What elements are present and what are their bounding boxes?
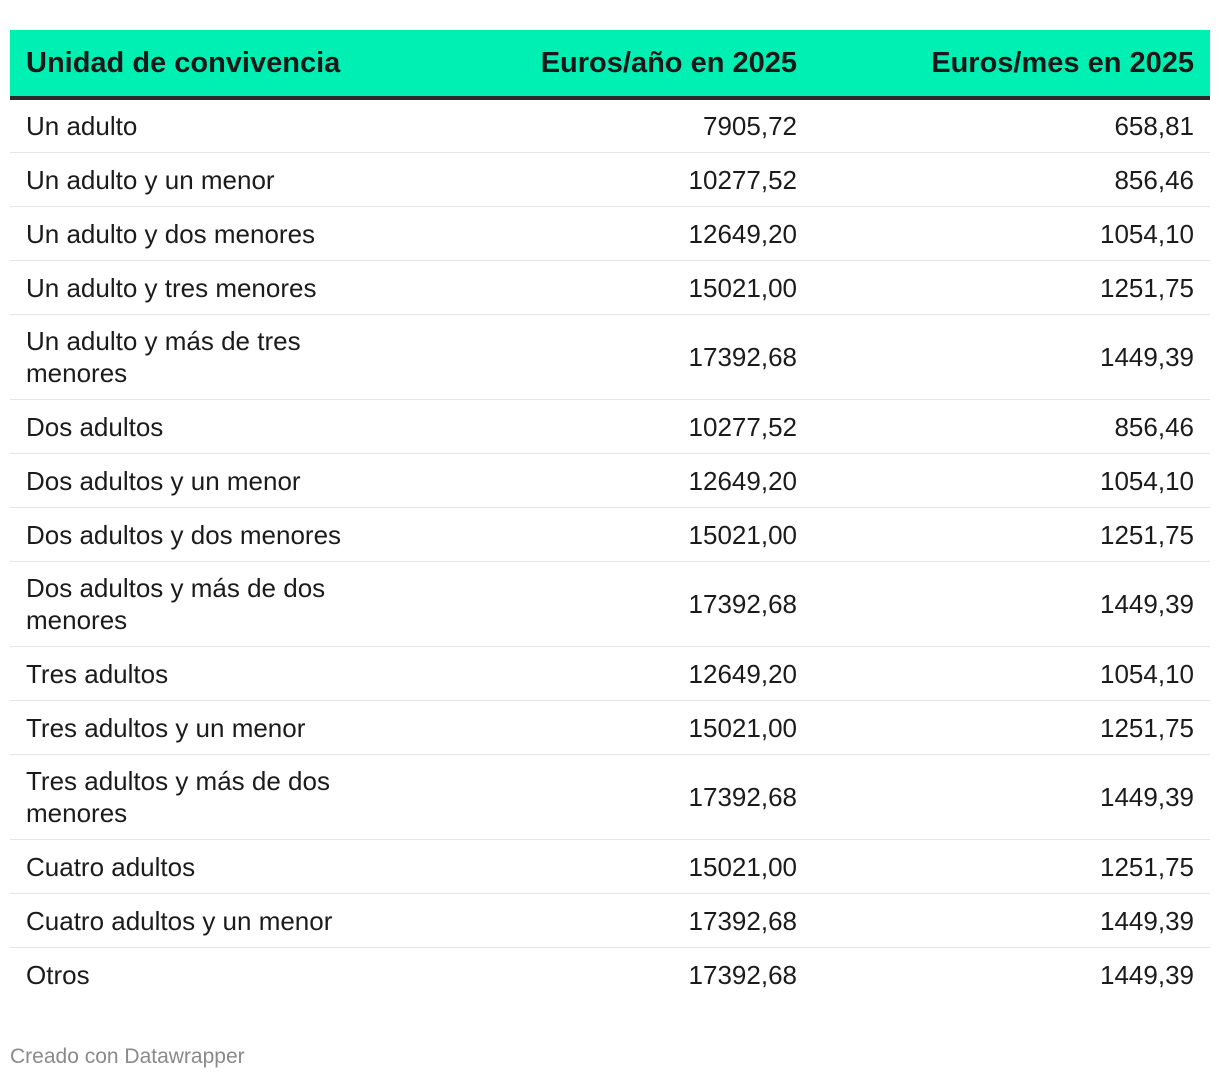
cell-unidad: Dos adultos y un menor: [10, 454, 430, 508]
table-row: [10, 98, 1210, 153]
table-row: [10, 755, 1210, 840]
cell-euros-anio: 10277,52: [430, 153, 813, 207]
cell-unidad: Un adulto y tres menores: [10, 261, 430, 315]
cell-unidad: Cuatro adultos: [10, 840, 430, 894]
table-row: [10, 508, 1210, 562]
cell-euros-anio: 17392,68: [430, 562, 813, 647]
cell-euros-mes: 1251,75: [813, 508, 1210, 562]
cell-euros-anio: 17392,68: [688, 959, 797, 990]
cell-euros-anio: 15021,00: [430, 701, 813, 755]
cell-euros-mes: 1449,39: [813, 562, 1210, 647]
table-row: [10, 261, 1210, 315]
table-row: [10, 647, 1210, 701]
cell-euros-anio: 7905,72: [430, 98, 813, 153]
table-row: [10, 948, 1210, 1002]
cell-unidad: Un adulto: [10, 98, 430, 153]
cell-euros-mes: 856,46: [813, 153, 1210, 207]
cell-unidad: Otros: [26, 959, 90, 990]
cell-euros-anio: 10277,52: [430, 400, 813, 454]
table-row: [10, 562, 1210, 647]
cell-euros-mes: 1449,39: [813, 315, 1210, 400]
data-table-container: [10, 30, 1210, 1002]
table-row: [10, 840, 1210, 894]
cell-euros-mes: 856,46: [813, 400, 1210, 454]
cell-euros-mes: 1054,10: [813, 207, 1210, 261]
table-row: [10, 400, 1210, 454]
cell-euros-anio: 15021,00: [430, 840, 813, 894]
cell-unidad: Tres adultos: [10, 647, 430, 701]
cell-euros-mes: 1449,39: [1100, 959, 1194, 990]
column-header-euros-anio[interactable]: Euros/año en 2025: [430, 30, 813, 98]
cell-euros-anio: 12649,20: [430, 647, 813, 701]
datawrapper-credit[interactable]: Creado con Datawrapper: [10, 1045, 245, 1068]
cell-euros-mes: 1251,75: [813, 261, 1210, 315]
cell-unidad: Un adulto y dos menores: [10, 207, 430, 261]
table-row: [10, 207, 1210, 261]
cell-euros-anio: 15021,00: [430, 508, 813, 562]
table-header: [10, 30, 1210, 98]
cell-unidad: Dos adultos y dos menores: [10, 508, 430, 562]
table-row: [10, 454, 1210, 508]
cell-unidad: Dos adultos y más de dos menores: [10, 562, 430, 647]
cell-unidad: Un adulto y un menor: [10, 153, 430, 207]
cell-unidad: Cuatro adultos y un menor: [10, 894, 430, 948]
header-row: [10, 30, 1210, 98]
cell-euros-anio: 17392,68: [430, 315, 813, 400]
cell-euros-mes: 658,81: [813, 98, 1210, 153]
table-body: [10, 98, 1210, 1002]
cell-unidad: Dos adultos: [10, 400, 430, 454]
cell-euros-mes: 1449,39: [813, 755, 1210, 840]
cell-euros-mes: 1251,75: [813, 840, 1210, 894]
cell-euros-anio: 17392,68: [430, 894, 813, 948]
cell-euros-anio: 15021,00: [430, 261, 813, 315]
cell-euros-mes: 1054,10: [813, 454, 1210, 508]
table-row: [10, 701, 1210, 755]
cell-euros-anio: 17392,68: [430, 755, 813, 840]
cell-euros-mes: 1251,75: [813, 701, 1210, 755]
table-row: [10, 153, 1210, 207]
cell-unidad: Tres adultos y un menor: [10, 701, 430, 755]
column-header-unidad[interactable]: Unidad de convivencia: [10, 30, 430, 98]
cell-unidad: Un adulto y más de tres menores: [10, 315, 430, 400]
table-row: [10, 315, 1210, 400]
cell-euros-anio: 12649,20: [430, 454, 813, 508]
cell-unidad: Tres adultos y más de dos menores: [10, 755, 430, 840]
table-row: [10, 894, 1210, 948]
data-table: [10, 30, 1210, 1002]
cell-euros-mes: 1449,39: [813, 894, 1210, 948]
cell-euros-mes: 1054,10: [813, 647, 1210, 701]
cell-euros-anio: 12649,20: [430, 207, 813, 261]
column-header-euros-mes[interactable]: Euros/mes en 2025: [813, 30, 1210, 98]
